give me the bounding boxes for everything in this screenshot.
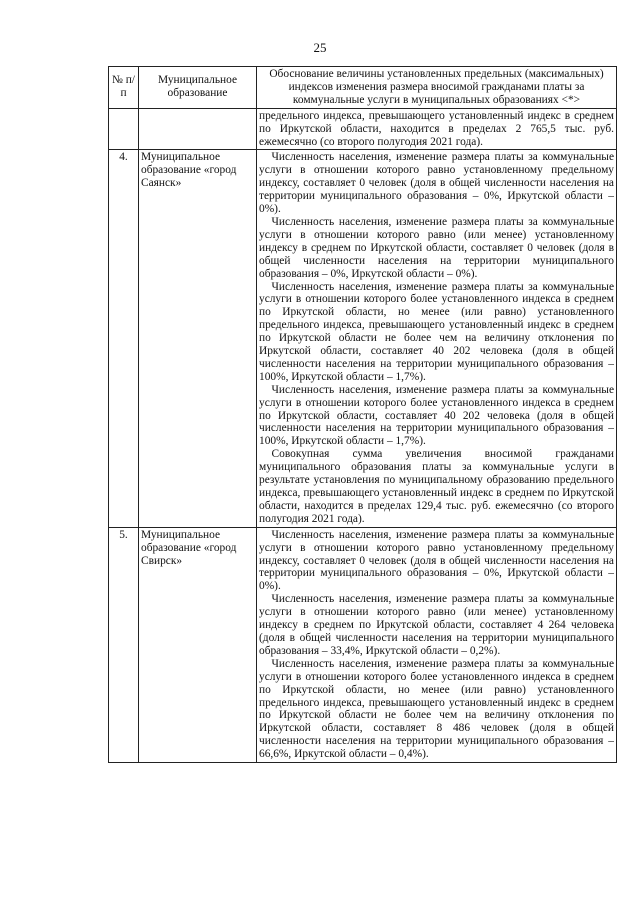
row-number: 4. <box>109 150 139 527</box>
header-number: № п/п <box>109 67 139 109</box>
table-row <box>109 150 617 527</box>
paragraph: Численность населения, изменение размера платы за коммунальные услуги в отношении которого равно установленному предельному индексу, составляет 0 человек (доля в общей численности населения на территории муниципального образования – 0%, Иркутской области – 0%). <box>259 528 614 593</box>
row-justification <box>257 150 617 527</box>
paragraph: Численность населения, изменение размера платы за коммунальные услуги в отношении которого равно установленному предельному индексу, составляет 0 человек (доля в общей численности населения на территории муниципального образования – 0%, Иркутской области – 0%). <box>259 151 614 216</box>
row-justification <box>257 527 617 762</box>
paragraph: Численность населения, изменение размера платы за коммунальные услуги в отношении которого более установленного индекса в среднем по Иркутской области, но менее (или равно) установленного предельного индекса, превышающего установленный индекс в среднем по Иркутской области не более чем на величину отклонения по Иркутской области, составляет 40 202 человека (доля в общей численности населения на территории муниципального образования – 100%, Иркутской области – 1,7%). <box>259 280 614 383</box>
paragraph: Численность населения, изменение размера платы за коммунальные услуги в отношении которого равно (или менее) установленному индексу в среднем по Иркутской области, составляет 0 человек (доля в общей численности населения на территории муниципального образования – 0%, Иркутской области – 0%). <box>259 215 614 280</box>
header-municipality: Муниципальное образование <box>139 67 257 109</box>
continuation-text: предельного индекса, превышающего установленный индекс в среднем по Иркутской области, находится в пределах 2 765,5 тыс. руб. ежемесячно (со второго полугодия 2021 года). <box>259 109 614 148</box>
row-municipality: Муниципальное образование «город Саянск» <box>139 150 257 527</box>
paragraph: Численность населения, изменение размера платы за коммунальные услуги в отношении которого более установленного индекса в среднем по Иркутской области, но менее (или равно) установленного предельного индекса, превышающего установленный индекс в среднем по Иркутской области не более чем на величину отклонения по Иркутской области, составляет 8 486 человек (доля в общей численности населения на территории муниципального образования – 66,6%, Иркутской области – 0,4%). <box>259 657 614 761</box>
table-row <box>109 527 617 762</box>
row-municipality: Муниципальное образование «город Свирск» <box>139 527 257 762</box>
paragraph: Численность населения, изменение размера платы за коммунальные услуги в отношении которого более установленного индекса в среднем по Иркутской области, составляет 40 202 человека (доля в общей численности населения на территории муниципального образования – 100%, Иркутской области – 1,7%). <box>259 383 614 448</box>
paragraph: Численность населения, изменение размера платы за коммунальные услуги в отношении которого равно (или менее) установленному индексу в среднем по Иркутской области, составляет 4 264 человека (доля в общей численности населения на территории муниципального образования – 33,4%, Иркутской области – 0,2%). <box>259 593 614 657</box>
paragraph: Совокупная сумма увеличения вносимой гражданами муниципального образования платы за коммунальные услуги в результате установления по муниципальному образованию предельного индекса, превышающего установленный индекс в среднем по Иркутской области, находится в пределах 129,4 тыс. руб. ежемесячно (со второго полугодия 2021 года). <box>259 448 614 525</box>
row-number: 5. <box>109 527 139 762</box>
municipal-index-table <box>108 66 617 763</box>
cell-continuation <box>257 108 617 150</box>
cell-empty-number <box>109 108 139 150</box>
page-number: 25 <box>313 40 327 55</box>
cell-empty-municipality <box>139 108 257 150</box>
header-justification: Обоснование величины установленных предельных (максимальных) индексов изменения размера вносимой гражданами платы за коммунальные услуги в муниципальных образованиях <*> <box>257 67 617 109</box>
table-header-row <box>109 67 617 109</box>
table-row-continuation <box>109 108 617 150</box>
